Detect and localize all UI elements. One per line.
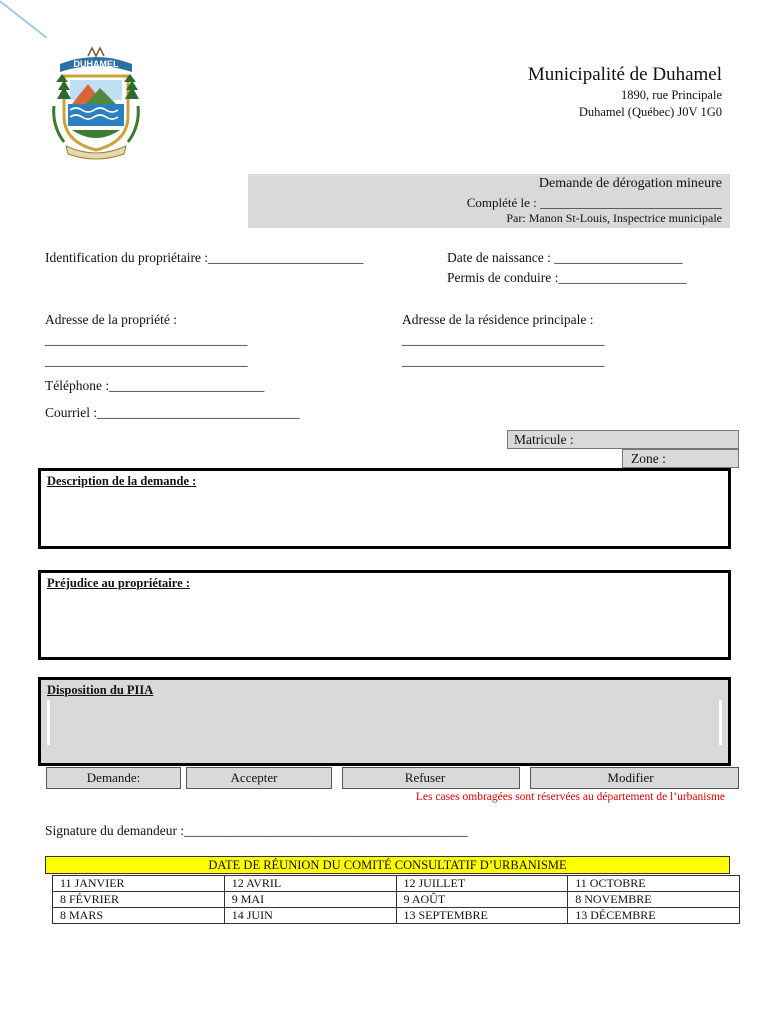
residence-address-label: Adresse de la résidence principale : [402, 312, 594, 327]
table-cell: 11 JANVIER [53, 876, 225, 892]
address-line-1: 1890, rue Principale [620, 88, 722, 102]
address-line-2: Duhamel (Québec) J0V 1G0 [578, 105, 722, 119]
completed-date-field[interactable]: Complété le : ____________________________ [466, 195, 722, 210]
signature-field[interactable]: Signature du demandeur :__________________________________________ [45, 823, 468, 838]
refuse-label: Refuser [404, 770, 446, 785]
residence-address-line-1[interactable]: ______________________________ [402, 332, 605, 347]
prejudice-label: Préjudice au propriétaire : [47, 576, 190, 590]
piia-section[interactable] [38, 677, 731, 766]
logo-text: DUHAMEL [73, 59, 119, 69]
table-row [53, 892, 740, 908]
table-cell: 9 MAI [224, 892, 396, 908]
modify-label: Modifier [607, 770, 654, 785]
decision-row [42, 767, 739, 789]
demande-label: Demande: [86, 770, 141, 785]
accept-label: Accepter [230, 770, 278, 785]
meeting-dates-title: DATE DE RÉUNION DU COMITÉ CONSULTATIF D’URBANISME [45, 856, 730, 874]
birth-date-field[interactable]: Date de naissance : ___________________ [447, 250, 683, 265]
demande-cell [46, 767, 181, 789]
table-cell: 8 MARS [53, 908, 225, 924]
residence-address-line-2[interactable]: ______________________________ [402, 353, 605, 368]
zone-field[interactable]: Zone : [622, 449, 739, 468]
property-address-line-2[interactable]: ______________________________ [45, 353, 248, 368]
email-field[interactable]: Courriel :______________________________ [45, 405, 300, 420]
request-title: Demande de dérogation mineure [538, 176, 722, 191]
owner-identification-field[interactable]: Identification du propriétaire :_______________________ [45, 250, 364, 265]
shaded-cells-note: Les cases ombragées sont réservées au département de l’urbanisme [415, 791, 725, 803]
matricule-field[interactable]: Matricule : [507, 430, 739, 449]
table-row [53, 876, 740, 892]
modify-option[interactable] [530, 767, 739, 789]
table-row [53, 908, 740, 924]
table-cell: 13 SEPTEMBRE [396, 908, 568, 924]
inspector-name: Par: Manon St-Louis, Inspectrice municipale [506, 211, 722, 225]
table-cell: 13 DÉCEMBRE [568, 908, 740, 924]
request-title-box [248, 174, 730, 228]
table-cell: 9 AOÛT [396, 892, 568, 908]
piia-text-area[interactable] [47, 700, 722, 745]
table-cell: 12 JUILLET [396, 876, 568, 892]
phone-field[interactable]: Téléphone :_______________________ [45, 378, 265, 393]
table-cell: 8 NOVEMBRE [568, 892, 740, 908]
property-address-label: Adresse de la propriété : [45, 312, 177, 327]
table-cell: 11 OCTOBRE [568, 876, 740, 892]
property-address-line-1[interactable]: ______________________________ [45, 332, 248, 347]
description-label: Description de la demande : [47, 474, 197, 488]
table-cell: 14 JUIN [224, 908, 396, 924]
meeting-dates-table [52, 875, 740, 924]
duhamel-coat-of-arms-logo [50, 46, 142, 160]
description-section[interactable] [38, 468, 731, 549]
piia-label: Disposition du PIIA [47, 683, 154, 697]
table-cell: 12 AVRIL [224, 876, 396, 892]
municipality-name: Municipalité de Duhamel [527, 64, 722, 85]
prejudice-section[interactable] [38, 570, 731, 660]
accept-option[interactable] [186, 767, 332, 789]
decorative-corner-line [0, 0, 47, 39]
table-cell: 8 FÉVRIER [53, 892, 225, 908]
drivers-license-field[interactable]: Permis de conduire :___________________ [447, 270, 687, 285]
refuse-option[interactable] [342, 767, 520, 789]
